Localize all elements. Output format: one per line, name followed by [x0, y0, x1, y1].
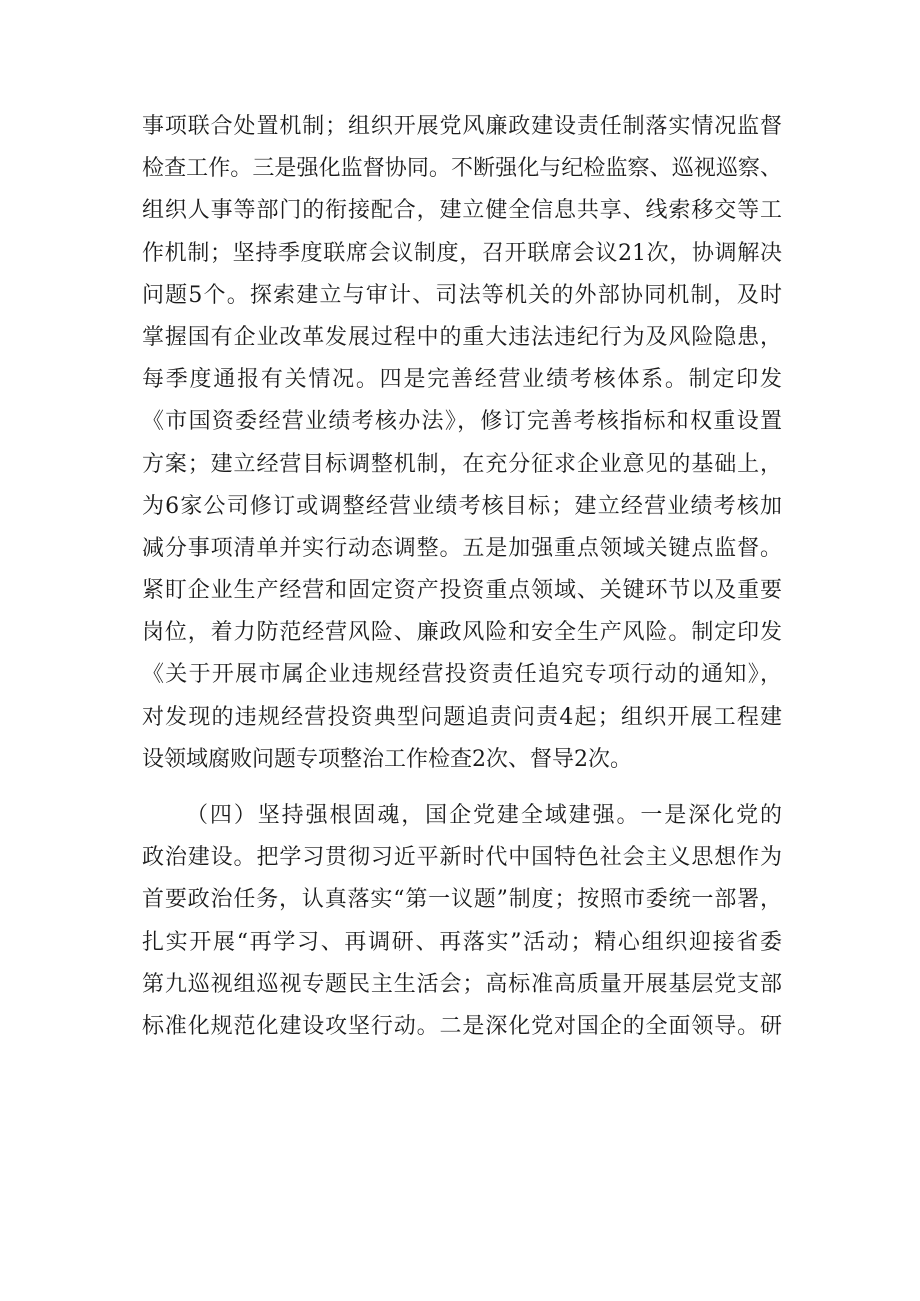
text-line: 对发现的违规经营投资典型问题追责问责4起；组织开展工程建	[142, 704, 782, 730]
text-line: 为6家公司修订或调整经营业绩考核目标；建立经营业绩考核加	[142, 493, 782, 519]
paragraph-gap	[142, 781, 782, 795]
text-line: 设领域腐败问题专项整治工作检查2次、督导2次。	[142, 746, 632, 772]
text-line: 方案；建立经营目标调整机制，在充分征求企业意见的基础上，	[142, 451, 782, 477]
text-line: 《市国资委经营业绩考核办法》，修订完善考核指标和权重设置	[142, 409, 782, 435]
text-line: 减分事项清单并实行动态调整。五是加强重点领域关键点监督。	[142, 535, 782, 561]
text-line: 检查工作。三是强化监督协同。不断强化与纪检监察、巡视巡察、	[142, 156, 782, 182]
text-line: 标准化规范化建设攻坚行动。二是深化党对国企的全面领导。研	[142, 1013, 782, 1039]
text-line: 作机制；坚持季度联席会议制度，召开联席会议21次，协调解决	[142, 240, 782, 266]
text-line: 《关于开展市属企业违规经营投资责任追究专项行动的通知》，	[142, 662, 782, 688]
paragraph-1	[142, 106, 782, 781]
document-body	[142, 106, 782, 1048]
text-line: 组织人事等部门的衔接配合，建立健全信息共享、线索移交等工	[142, 198, 782, 224]
text-line: 每季度通报有关情况。四是完善经营业绩考核体系。制定印发	[142, 367, 782, 393]
text-line: 问题5个。探索建立与审计、司法等机关的外部协同机制，及时	[142, 282, 782, 308]
text-line: 第九巡视组巡视专题民主生活会；高标准高质量开展基层党支部	[142, 971, 782, 997]
text-line: 事项联合处置机制；组织开展党风廉政建设责任制落实情况监督	[142, 114, 782, 139]
text-line: 紧盯企业生产经营和固定资产投资重点领域、关键环节以及重要	[142, 578, 782, 604]
paragraph-2	[142, 795, 782, 1048]
text-line: 政治建设。把学习贯彻习近平新时代中国特色社会主义思想作为	[142, 845, 782, 871]
text-line: 岗位，着力防范经营风险、廉政风险和安全生产风险。制定印发	[142, 620, 782, 646]
text-line: 首要政治任务，认真落实“第一议题”制度；按照市委统一部署，	[142, 887, 782, 913]
text-line: 掌握国有企业改革发展过程中的重大违法违纪行为及风险隐患，	[142, 324, 782, 350]
text-line: 扎实开展“再学习、再调研、再落实”活动；精心组织迎接省委	[142, 929, 782, 955]
text-line: （四）坚持强根固魂，国企党建全域建强。一是深化党的	[186, 803, 782, 828]
